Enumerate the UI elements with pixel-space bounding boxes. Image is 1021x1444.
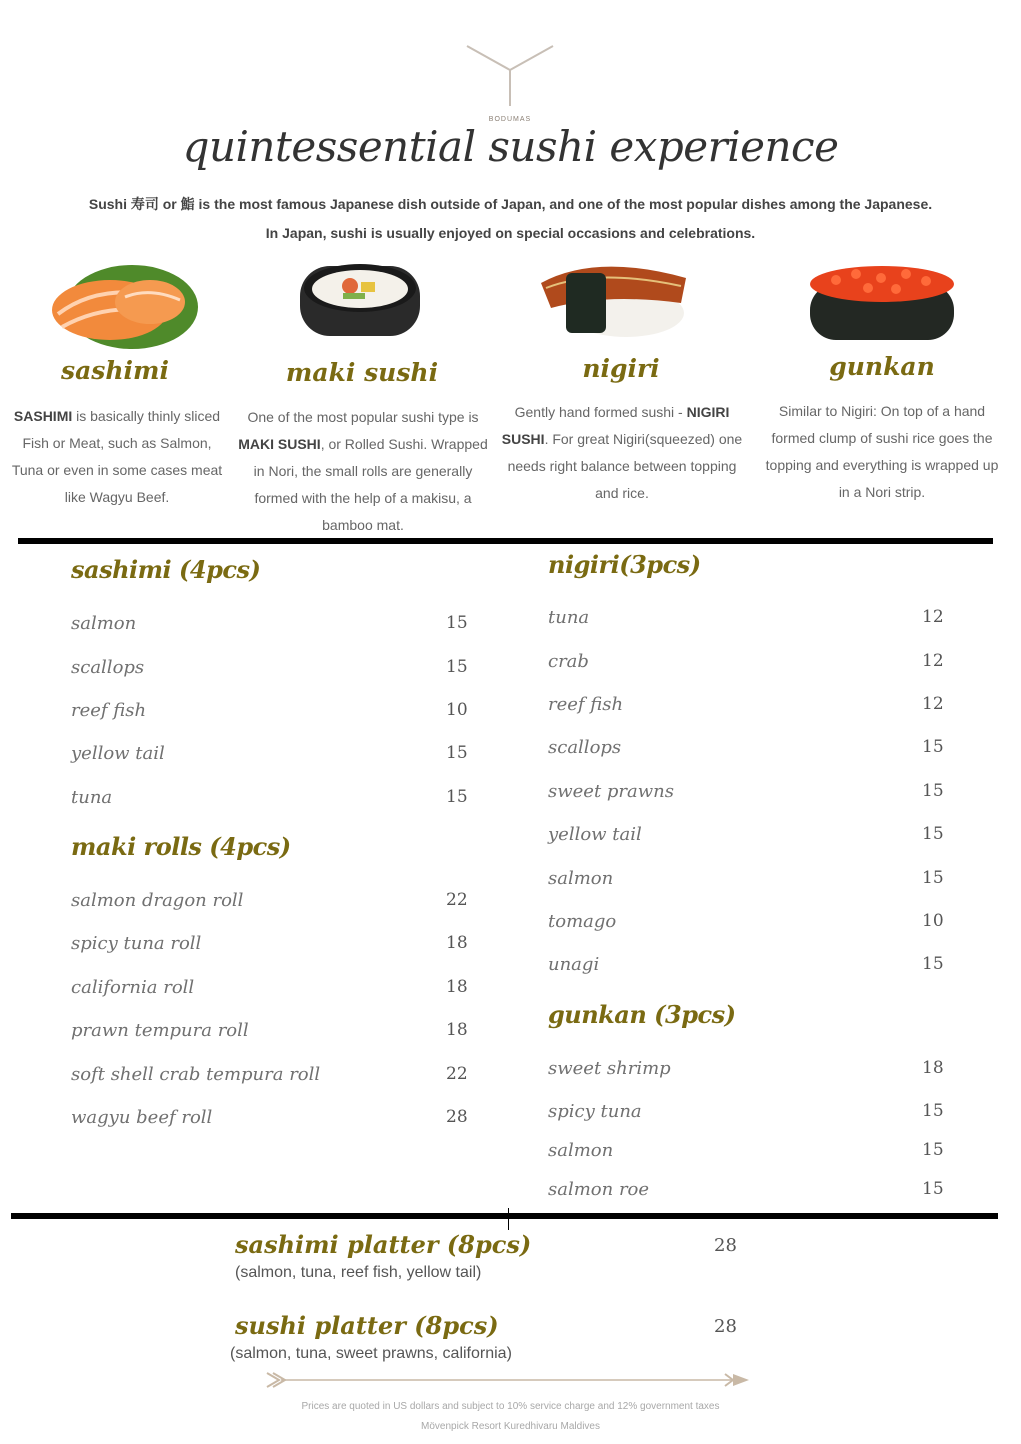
divider-tick — [508, 1208, 509, 1230]
menu-item-name: crab — [548, 651, 589, 672]
type-desc-text: , or Rolled Sushi. Wrapped in Nori, the small rolls are generally formed with the help of a makisu, a bamboo mat. — [253, 436, 488, 533]
menu-item-price: 18 — [446, 977, 468, 997]
menu-item-price: 18 — [446, 1020, 468, 1040]
gunkan-image — [806, 262, 958, 344]
menu-item-price: 18 — [446, 933, 468, 953]
menu-item-name: salmon — [548, 1140, 614, 1161]
menu-item-name: sweet shrimp — [548, 1058, 671, 1079]
menu-item-price: 15 — [922, 1179, 944, 1199]
type-desc-text: is basically thinly sliced Fish or Meat, such as Salmon, Tuna or even in some cases meat like Wagyu Beef. — [11, 408, 223, 505]
menu-item-price: 10 — [922, 911, 944, 931]
menu-item — [548, 824, 948, 850]
menu-item-name: yellow tail — [71, 743, 165, 764]
menu-item-price: 28 — [446, 1107, 468, 1127]
section-title-maki: maki rolls (4pcs) — [71, 832, 291, 861]
brand-name: BODUMAS — [488, 116, 532, 123]
menu-item-price: 15 — [922, 954, 944, 974]
menu-item — [548, 1101, 948, 1127]
menu-item-price: 15 — [922, 1101, 944, 1121]
menu-item-price: 18 — [922, 1058, 944, 1078]
maki-sushi-image — [295, 256, 425, 344]
menu-item-name: salmon dragon roll — [71, 890, 244, 911]
platter-price-sashimi: 28 — [714, 1235, 737, 1256]
type-desc-bold: SASHIMI — [13, 408, 73, 424]
type-desc-nigiri — [500, 399, 744, 507]
menu-item-name: unagi — [548, 954, 600, 975]
menu-item — [548, 868, 948, 894]
menu-item-price: 22 — [446, 890, 468, 910]
menu-item — [71, 1064, 471, 1090]
sashimi-image — [40, 252, 200, 352]
divider-bottom — [11, 1213, 998, 1219]
menu-item-price: 15 — [922, 781, 944, 801]
menu-item-price: 12 — [922, 607, 944, 627]
menu-item — [548, 607, 948, 633]
menu-item-price: 22 — [446, 1064, 468, 1084]
menu-item-price: 15 — [446, 787, 468, 807]
type-title-gunkan: gunkan — [829, 352, 935, 381]
menu-item-price: 12 — [922, 651, 944, 671]
menu-item-name: tuna — [548, 607, 590, 628]
menu-item-name: scallops — [71, 657, 145, 678]
nigiri-image — [536, 248, 696, 343]
type-desc-bold: NIGIRI SUSHI — [501, 404, 730, 447]
menu-item — [71, 787, 471, 813]
menu-item-price: 15 — [922, 824, 944, 844]
menu-item-name: reef fish — [548, 694, 624, 715]
platter-title-sushi: sushi platter (8pcs) — [235, 1311, 499, 1340]
type-desc-pre: One of the most popular sushi type is — [247, 409, 479, 425]
menu-item-name: tuna — [71, 787, 113, 808]
menu-item-price: 15 — [922, 737, 944, 757]
menu-item-price: 15 — [446, 657, 468, 677]
menu-item — [548, 1140, 948, 1166]
menu-item-price: 15 — [446, 613, 468, 633]
menu-item-name: wagyu beef roll — [71, 1107, 213, 1128]
menu-item-name: reef fish — [71, 700, 147, 721]
section-title-sashimi: sashimi (4pcs) — [71, 555, 261, 584]
platter-title-sashimi: sashimi platter (8pcs) — [235, 1230, 532, 1259]
menu-item — [548, 911, 948, 937]
menu-item-name: spicy tuna — [548, 1101, 642, 1122]
type-title-sashimi: sashimi — [61, 356, 169, 385]
menu-item — [548, 781, 948, 807]
type-title-nigiri: nigiri — [582, 354, 660, 383]
menu-item — [71, 977, 471, 1003]
menu-item — [548, 651, 948, 677]
menu-item-name: soft shell crab tempura roll — [71, 1064, 321, 1085]
type-desc-sashimi — [8, 403, 226, 511]
menu-item-name: prawn tempura roll — [71, 1020, 249, 1041]
menu-item — [71, 700, 471, 726]
menu-item — [71, 613, 471, 639]
section-title-gunkan: gunkan (3pcs) — [548, 1000, 736, 1029]
type-desc-pre: Gently hand formed sushi - — [514, 404, 687, 420]
platter-sub-sushi: (salmon, tuna, sweet prawns, california) — [230, 1345, 512, 1362]
footer-price-note: Prices are quoted in US dollars and subject to 10% service charge and 12% government taxes — [301, 1401, 720, 1412]
type-desc-text: . For great Nigiri(squeezed) one needs right balance between topping and rice. — [507, 431, 743, 501]
type-desc-maki-sushi — [238, 404, 488, 539]
menu-item-price: 10 — [446, 700, 468, 720]
platter-price-sushi: 28 — [714, 1316, 737, 1337]
menu-item-name: salmon — [548, 868, 614, 889]
section-title-nigiri: nigiri(3pcs) — [548, 550, 701, 579]
menu-item-price: 15 — [446, 743, 468, 763]
menu-item — [71, 890, 471, 916]
type-desc-gunkan: Similar to Nigiri: On top of a hand formed clump of sushi rice goes the topping and everything is wrapped up in a Nori strip. — [765, 403, 999, 500]
menu-item-name: salmon roe — [548, 1179, 650, 1200]
divider-top — [18, 538, 993, 544]
arrow-divider-icon — [263, 1370, 753, 1390]
menu-item-name: sweet prawns — [548, 781, 674, 802]
menu-item-price: 15 — [922, 868, 944, 888]
menu-item-name: tomago — [548, 911, 617, 932]
menu-item-name: scallops — [548, 737, 622, 758]
menu-item — [548, 1058, 948, 1084]
footer-resort-name: Mövenpick Resort Kuredhivaru Maldives — [421, 1421, 600, 1432]
menu-item-name: yellow tail — [548, 824, 642, 845]
menu-item — [71, 1107, 471, 1133]
menu-item-name: spicy tuna roll — [71, 933, 202, 954]
menu-item — [548, 954, 948, 980]
menu-item-name: california roll — [71, 977, 195, 998]
intro-line-2: In Japan, sushi is usually enjoyed on special occasions and celebrations. — [265, 225, 756, 241]
type-desc-bold: MAKI SUSHI — [238, 436, 321, 452]
menu-item-name: salmon — [71, 613, 137, 634]
page-title: quintessential sushi experience — [182, 122, 839, 171]
menu-item — [548, 737, 948, 763]
menu-item-price: 15 — [922, 1140, 944, 1160]
type-title-maki-sushi: maki sushi — [285, 358, 439, 387]
menu-item — [71, 657, 471, 683]
menu-item — [71, 1020, 471, 1046]
menu-item — [548, 694, 948, 720]
menu-item — [71, 743, 471, 769]
intro-line-1: Sushi 寿司 or 鮨 is the most famous Japanese dish outside of Japan, and one of the most popular dishes among the Japanese. — [88, 196, 933, 212]
platter-sub-sashimi: (salmon, tuna, reef fish, yellow tail) — [235, 1264, 482, 1281]
menu-item — [548, 1179, 948, 1205]
menu-item-price: 12 — [922, 694, 944, 714]
menu-item — [71, 933, 471, 959]
